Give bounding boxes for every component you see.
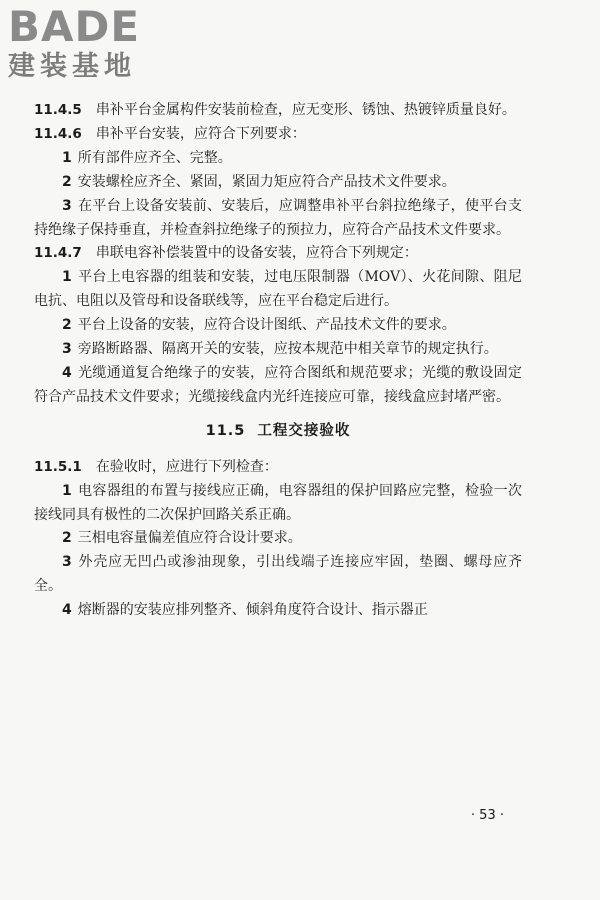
item-paragraph <box>34 195 522 243</box>
paragraph-text: 安装螺栓应齐全、紧固，紧固力矩应符合产品技术文件要求。 <box>77 173 456 190</box>
item-paragraph <box>34 266 522 314</box>
item-number: 2 <box>62 530 72 547</box>
item-number: 3 <box>62 554 72 571</box>
clause-number: 11.5.1 <box>34 458 82 475</box>
paragraph-text: 平台上设备的安装，应符合设计图纸、产品技术文件的要求。 <box>77 317 456 334</box>
item-paragraph <box>34 480 522 528</box>
item-paragraph <box>34 362 522 410</box>
paragraph-text: 平台上电容器的组装和安装，过电压限制器（MOV）、火花间隙、阻尼电抗、电阻以及管母和设备联线等，应在平台稳定后进行。 <box>34 269 522 310</box>
clause-paragraph <box>34 99 522 123</box>
paragraph-text: 三相电容量偏差值应符合设计要求。 <box>77 530 302 547</box>
page-number: · 53 · <box>470 808 504 823</box>
document-body <box>34 99 522 623</box>
paragraph-text: 所有部件应齐全、完整。 <box>77 149 232 166</box>
section-text: 工程交接验收 <box>257 422 351 439</box>
item-paragraph <box>34 551 522 599</box>
paragraph-text: 串联电容补偿装置中的设备安装，应符合下列规定： <box>95 245 418 262</box>
item-number: 2 <box>62 317 72 334</box>
paragraph-text: 外壳应无凹凸或渗油现象，引出线端子连接应牢固，垫圈、螺母应齐全。 <box>34 554 522 595</box>
paragraph-text: 旁路断路器、隔离开关的安装，应按本规范中相关章节的规定执行。 <box>77 341 498 358</box>
clause-number: 11.4.5 <box>34 102 82 118</box>
logo-brand: BADE <box>8 2 141 51</box>
item-paragraph <box>34 147 522 171</box>
item-paragraph <box>34 599 522 623</box>
logo <box>8 2 178 84</box>
item-number: 4 <box>62 364 72 381</box>
item-number: 1 <box>62 482 72 499</box>
item-number: 1 <box>62 149 72 166</box>
item-number: 3 <box>62 341 72 358</box>
item-paragraph <box>34 527 522 551</box>
clause-paragraph <box>34 456 522 480</box>
clause-number: 11.4.6 <box>34 125 82 142</box>
item-number: 1 <box>62 269 72 286</box>
paragraph-text: 在平台上设备安装前、安装后，应调整串补平台斜拉绝缘子，使平台支持绝缘子保持垂直，并检查斜拉绝缘子的预拉力，应符合产品技术文件要求。 <box>34 197 522 238</box>
section-title <box>34 420 522 444</box>
item-paragraph <box>34 338 522 362</box>
clause-paragraph <box>34 123 522 147</box>
section-number: 11.5 <box>205 422 246 439</box>
item-paragraph <box>34 314 522 338</box>
paragraph-text: 串补平台金属构件安装前检查，应无变形、锈蚀、热镀锌质量良好。 <box>95 102 516 118</box>
paragraph-text: 光缆通道复合绝缘子的安装，应符合图纸和规范要求；光缆的敷设固定符合产品技术文件要求；光缆接线盒内光纤连接应可靠，接线盒应封堵严密。 <box>34 364 522 405</box>
paragraph-text: 熔断器的安装应排列整齐、倾斜角度符合设计、指示器正 <box>77 602 428 619</box>
paragraph-text: 串补平台安装，应符合下列要求： <box>95 125 306 142</box>
paragraph-text: 在验收时，应进行下列检查： <box>95 458 278 475</box>
item-paragraph <box>34 171 522 195</box>
paragraph-text: 电容器组的布置与接线应正确，电容器组的保护回路应完整，检验一次接线同具有极性的二次保护回路关系正确。 <box>34 482 522 523</box>
logo-subtitle: 建装基地 <box>8 51 136 82</box>
clause-paragraph <box>34 242 522 266</box>
item-number: 4 <box>62 602 72 619</box>
clause-number: 11.4.7 <box>34 245 82 262</box>
item-number: 3 <box>62 197 72 214</box>
item-number: 2 <box>62 173 72 190</box>
